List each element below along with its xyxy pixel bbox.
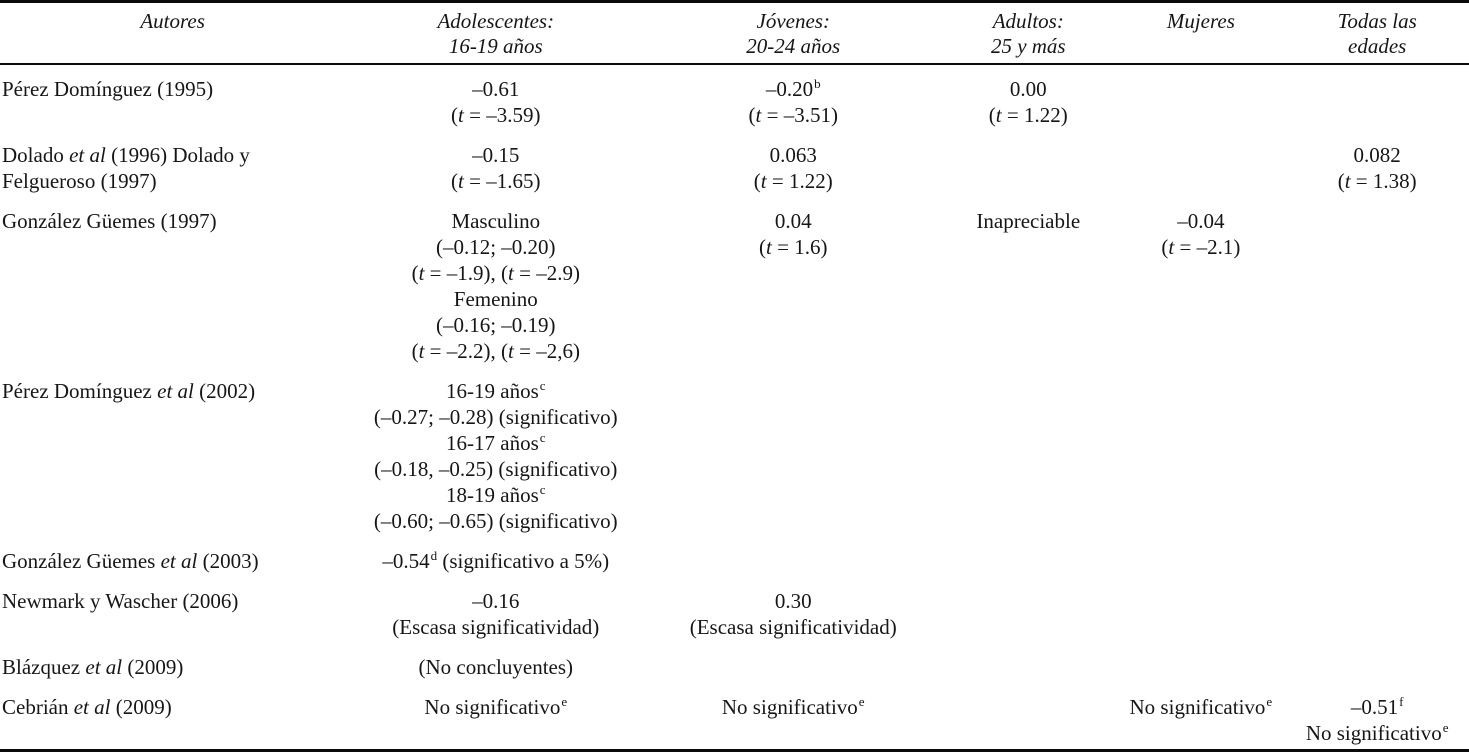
cell-line: (t = –1.65) bbox=[451, 169, 541, 193]
cell-adolescentes bbox=[345, 683, 646, 751]
table-row bbox=[0, 643, 1469, 683]
cell-jovenes bbox=[646, 537, 940, 577]
cell-line: (t = –2.1) bbox=[1161, 235, 1241, 259]
table-body bbox=[0, 64, 1469, 751]
cell-line: 0.00 bbox=[1009, 77, 1047, 101]
cell-todas-edades bbox=[1285, 683, 1469, 751]
cell-line: 0.04 bbox=[774, 209, 812, 233]
cell-line: (Escasa significatividad) bbox=[392, 615, 600, 639]
author-cell: Blázquez et al (2009) bbox=[2, 655, 184, 679]
cell-line: (t = 1.22) bbox=[988, 103, 1068, 127]
cell-todas-edades bbox=[1285, 367, 1469, 537]
cell-line: Masculino bbox=[451, 209, 541, 233]
cell-adolescentes bbox=[345, 367, 646, 537]
cell-line: (–0.60; –0.65) (significativo) bbox=[373, 509, 618, 533]
column-header-jovenes bbox=[646, 2, 940, 65]
table-row bbox=[0, 64, 1469, 131]
cell-line: 0.30 bbox=[774, 589, 812, 613]
cell-adolescentes bbox=[345, 643, 646, 683]
author-cell: Pérez Domínguez (1995) bbox=[2, 77, 214, 101]
header-line: 16-19 años bbox=[448, 34, 543, 58]
cell-adolescentes bbox=[345, 64, 646, 131]
cell-mujeres bbox=[1116, 577, 1285, 643]
cell-adolescentes bbox=[345, 537, 646, 577]
cell-line: (t = 1.22) bbox=[753, 169, 833, 193]
cell-todas-edades bbox=[1285, 537, 1469, 577]
header-line: Jóvenes: bbox=[756, 9, 830, 33]
column-header-adultos bbox=[940, 2, 1116, 65]
header-line: Autores bbox=[140, 9, 205, 33]
cell-line: Inapreciable bbox=[976, 209, 1081, 233]
cell-line: 16-17 años$^c$ bbox=[446, 430, 546, 455]
header-line: 20-24 años bbox=[746, 34, 841, 58]
cell-adolescentes bbox=[345, 197, 646, 367]
cell-line: –0.16 bbox=[472, 589, 520, 613]
cell-adultos bbox=[940, 643, 1116, 683]
cell-adultos bbox=[940, 537, 1116, 577]
cell-line: –0.20$^b$ bbox=[765, 76, 821, 101]
cell-line: (t = –3.51) bbox=[748, 103, 838, 127]
author-cell: Dolado et al (1996) Dolado y Felgueroso (1997) bbox=[2, 143, 250, 193]
cell-adultos bbox=[940, 683, 1116, 751]
cell-jovenes bbox=[646, 577, 940, 643]
author-cell: Cebrián et al (2009) bbox=[2, 695, 172, 719]
cell-line: –0.04 bbox=[1177, 209, 1225, 233]
cell-line: (–0.18, –0.25) (significativo) bbox=[374, 457, 618, 481]
cell-jovenes bbox=[646, 367, 940, 537]
cell-line: (–0.12; –0.20) bbox=[435, 235, 556, 259]
cell-jovenes bbox=[646, 197, 940, 367]
column-header-adolescentes bbox=[345, 2, 646, 65]
table-row bbox=[0, 197, 1469, 367]
cell-adultos bbox=[940, 64, 1116, 131]
cell-line: 18-19 años$^c$ bbox=[446, 482, 546, 507]
cell-todas-edades bbox=[1285, 197, 1469, 367]
cell-line: (t = –2.2), (t = –2,6) bbox=[411, 339, 580, 363]
cell-mujeres bbox=[1116, 131, 1285, 197]
cell-jovenes bbox=[646, 64, 940, 131]
header-line: Adultos: bbox=[992, 9, 1064, 33]
cell-mujeres bbox=[1116, 683, 1285, 751]
author-cell: Newmark y Wascher (2006) bbox=[2, 589, 239, 613]
cell-line: –0.54$^d$ (significativo a 5%) bbox=[382, 548, 610, 573]
header-line: Mujeres bbox=[1166, 9, 1235, 33]
cell-line: Femenino bbox=[453, 287, 538, 311]
author-cell: González Güemes (1997) bbox=[2, 209, 217, 233]
cell-mujeres bbox=[1116, 643, 1285, 683]
table-row bbox=[0, 683, 1469, 751]
cell-line: 0.082 bbox=[1353, 143, 1401, 167]
cell-todas-edades bbox=[1285, 64, 1469, 131]
cell-line: –0.51$^f$ bbox=[1350, 694, 1404, 719]
cell-mujeres bbox=[1116, 64, 1285, 131]
cell-adolescentes bbox=[345, 577, 646, 643]
cell-line: No significativo$^e$ bbox=[1129, 694, 1273, 719]
header-line: 25 y más bbox=[990, 34, 1066, 58]
table-row bbox=[0, 537, 1469, 577]
cell-line: No significativo$^e$ bbox=[1305, 720, 1449, 745]
cell-line: (t = 1.38) bbox=[1337, 169, 1417, 193]
header-row bbox=[0, 2, 1469, 65]
table-row bbox=[0, 367, 1469, 537]
cell-adultos bbox=[940, 577, 1116, 643]
cell-mujeres bbox=[1116, 367, 1285, 537]
cell-mujeres bbox=[1116, 537, 1285, 577]
table-row bbox=[0, 577, 1469, 643]
header-line: Adolescentes: bbox=[437, 9, 555, 33]
author-cell: González Güemes et al (2003) bbox=[2, 549, 259, 573]
cell-line: (No concluyentes) bbox=[418, 655, 574, 679]
cell-line: (t = –3.59) bbox=[451, 103, 541, 127]
cell-todas-edades bbox=[1285, 131, 1469, 197]
cell-line: 0.063 bbox=[769, 143, 817, 167]
column-header-autores bbox=[0, 2, 345, 65]
cell-jovenes bbox=[646, 643, 940, 683]
cell-adultos bbox=[940, 197, 1116, 367]
cell-adultos bbox=[940, 367, 1116, 537]
cell-jovenes bbox=[646, 683, 940, 751]
header-line: edades bbox=[1348, 34, 1407, 58]
cell-line: (t = 1.6) bbox=[759, 235, 828, 259]
cell-line: No significativo$^e$ bbox=[721, 694, 865, 719]
header-line: Todas las bbox=[1337, 9, 1417, 33]
cell-line: (–0.27; –0.28) (significativo) bbox=[373, 405, 618, 429]
cell-line: (Escasa significatividad) bbox=[689, 615, 897, 639]
table-row bbox=[0, 131, 1469, 197]
column-header-todas-edades bbox=[1285, 2, 1469, 65]
cell-line: (–0.16; –0.19) bbox=[435, 313, 556, 337]
cell-line: –0.15 bbox=[472, 143, 520, 167]
cell-line: –0.61 bbox=[472, 77, 520, 101]
cell-mujeres bbox=[1116, 197, 1285, 367]
column-header-mujeres bbox=[1116, 2, 1285, 65]
cell-line: No significativo$^e$ bbox=[424, 694, 568, 719]
cell-line: 16-19 años$^c$ bbox=[446, 378, 546, 403]
cell-adultos bbox=[940, 131, 1116, 197]
cell-jovenes bbox=[646, 131, 940, 197]
author-cell: Pérez Domínguez et al (2002) bbox=[2, 379, 256, 403]
cell-line: (t = –1.9), (t = –2.9) bbox=[411, 261, 580, 285]
cell-todas-edades bbox=[1285, 643, 1469, 683]
cell-adolescentes bbox=[345, 131, 646, 197]
cell-todas-edades bbox=[1285, 577, 1469, 643]
